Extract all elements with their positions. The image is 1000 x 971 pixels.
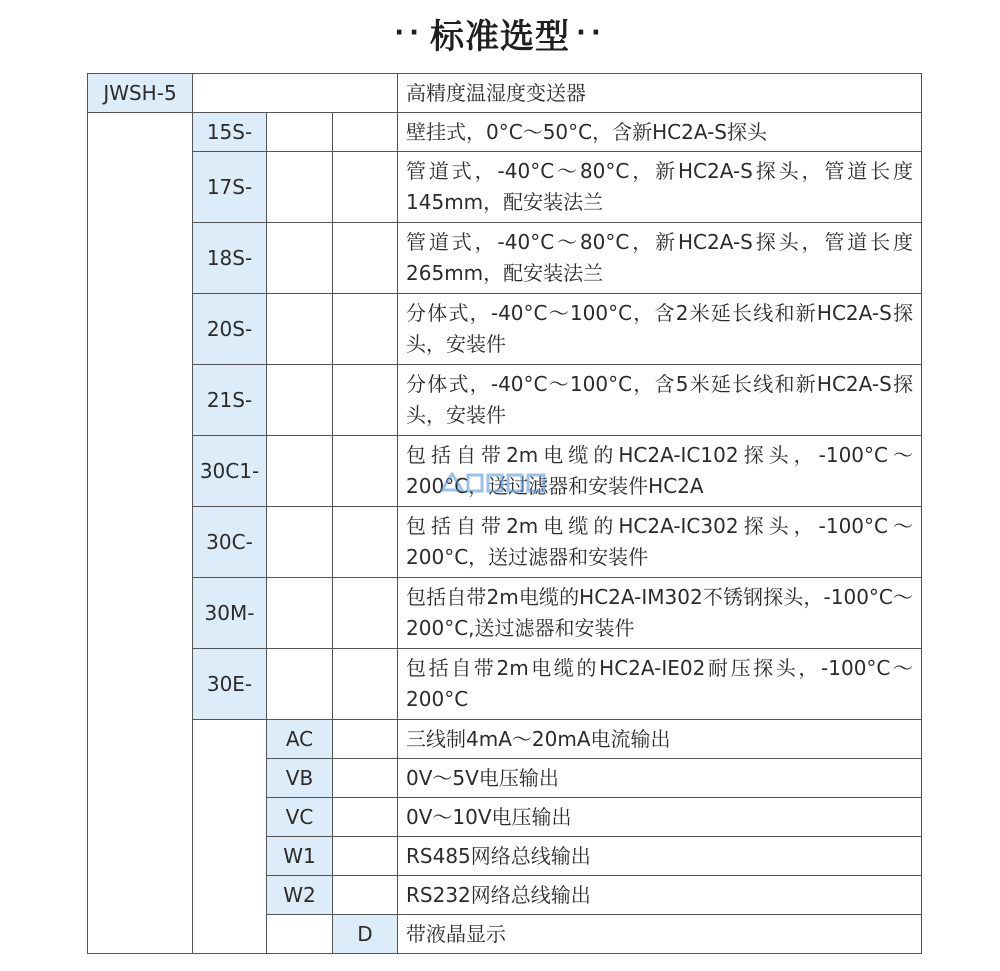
output-code-cell: AC: [267, 720, 333, 759]
blank-cell: [267, 915, 333, 954]
probe-code-cell: 17S-: [193, 152, 267, 223]
blank-cell: [333, 365, 398, 436]
probe-desc-cell: 包括自带2m电缆的HC2A-IC102探头，-100°C～200°C，送过滤器和安装件HC2A: [398, 436, 922, 507]
model-desc-cell: 高精度温湿度变送器: [398, 74, 922, 113]
blank-cell: [333, 837, 398, 876]
blank-cell: [193, 720, 267, 954]
probe-desc-cell: 包括自带2m电缆的HC2A-IC302探头，-100°C～200°C，送过滤器和安装件: [398, 507, 922, 578]
output-desc-cell: 三线制4mA～20mA电流输出: [398, 720, 922, 759]
table-row: [88, 649, 922, 720]
blank-cell: [267, 152, 333, 223]
table-row: [88, 223, 922, 294]
output-code-cell: W2: [267, 876, 333, 915]
display-code-cell: D: [333, 915, 398, 954]
probe-desc-cell: 管道式，-40°C～80°C，新HC2A-S探头，管道长度265mm，配安装法兰: [398, 223, 922, 294]
blank-cell: [333, 294, 398, 365]
title-dots-right: ··: [576, 18, 606, 48]
probe-code-cell: 21S-: [193, 365, 267, 436]
table-row: [88, 294, 922, 365]
blank-cell: [333, 720, 398, 759]
page-title: [0, 8, 1000, 58]
display-desc-cell: 带液晶显示: [398, 915, 922, 954]
table-row: [88, 113, 922, 152]
probe-code-cell: 30E-: [193, 649, 267, 720]
probe-code-cell: 15S-: [193, 113, 267, 152]
model-code-cell: JWSH-5: [88, 74, 193, 113]
blank-cell: [267, 578, 333, 649]
blank-cell: [193, 74, 398, 113]
probe-desc-cell: 包括自带2m电缆的HC2A-IM302不锈钢探头，-100°C～200°C,送过滤器和安装件: [398, 578, 922, 649]
probe-desc-cell: 分体式，-40°C～100°C，含5米延长线和新HC2A-S探头，安装件: [398, 365, 922, 436]
blank-cell: [333, 649, 398, 720]
blank-cell: [267, 294, 333, 365]
title-dots-left: ··: [394, 18, 424, 48]
blank-cell: [88, 113, 193, 954]
selection-table: [87, 73, 922, 954]
blank-cell: [333, 436, 398, 507]
probe-desc-cell: 管道式，-40°C～80°C，新HC2A-S探头，管道长度145mm，配安装法兰: [398, 152, 922, 223]
probe-code-cell: 30M-: [193, 578, 267, 649]
table-row: [88, 578, 922, 649]
blank-cell: [333, 113, 398, 152]
output-desc-cell: RS232网络总线输出: [398, 876, 922, 915]
blank-cell: [267, 223, 333, 294]
probe-code-cell: 18S-: [193, 223, 267, 294]
blank-cell: [333, 152, 398, 223]
output-desc-cell: RS485网络总线输出: [398, 837, 922, 876]
blank-cell: [333, 578, 398, 649]
blank-cell: [333, 507, 398, 578]
blank-cell: [333, 798, 398, 837]
blank-cell: [333, 223, 398, 294]
output-code-cell: VC: [267, 798, 333, 837]
output-desc-cell: 0V～10V电压输出: [398, 798, 922, 837]
blank-cell: [267, 649, 333, 720]
probe-code-cell: 30C1-: [193, 436, 267, 507]
table-row: [88, 74, 922, 113]
blank-cell: [267, 365, 333, 436]
table-row: [88, 152, 922, 223]
probe-code-cell: 30C-: [193, 507, 267, 578]
probe-code-cell: 20S-: [193, 294, 267, 365]
output-code-cell: W1: [267, 837, 333, 876]
probe-desc-cell: 分体式，-40°C～100°C，含2米延长线和新HC2A-S探头，安装件: [398, 294, 922, 365]
output-code-cell: VB: [267, 759, 333, 798]
probe-desc-cell: 包括自带2m电缆的HC2A-IE02耐压探头，-100°C～200°C: [398, 649, 922, 720]
blank-cell: [333, 759, 398, 798]
probe-desc-cell: 壁挂式，0°C～50°C，含新HC2A-S探头: [398, 113, 922, 152]
blank-cell: [267, 113, 333, 152]
table-row: [88, 720, 922, 759]
table-row: [88, 507, 922, 578]
output-desc-cell: 0V～5V电压输出: [398, 759, 922, 798]
table-row: [88, 436, 922, 507]
title-text: 标准选型: [430, 16, 570, 57]
blank-cell: [267, 436, 333, 507]
blank-cell: [267, 507, 333, 578]
table-row: [88, 365, 922, 436]
blank-cell: [333, 876, 398, 915]
